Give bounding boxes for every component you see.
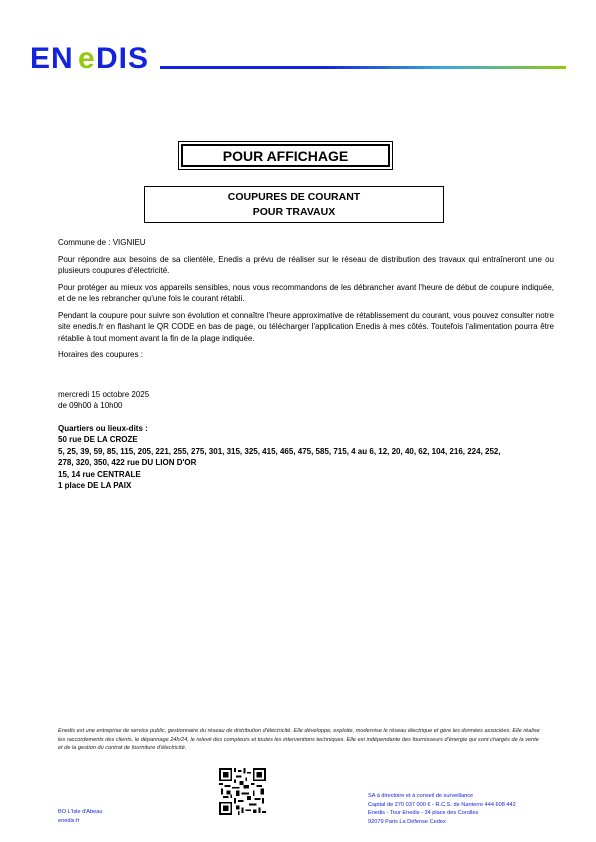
subtitle-box (144, 186, 444, 223)
title-text: POUR AFFICHAGE (181, 144, 390, 167)
footer-website-link[interactable]: enedis.fr (58, 817, 80, 824)
area-item: 1 place DE LA PAIX (58, 481, 132, 490)
area-item: 5, 25, 39, 59, 85, 115, 205, 221, 255, 275, 301, 315, 325, 415, 465, 475, 585, 715, 4 au 6, 12, 20, 40, 62, 104, 216, 224, 252, (58, 446, 501, 456)
footer-legal-2: Capital de 270 037 000 € - R.C.S. de Nanterre 444 608 442 (368, 801, 516, 808)
svg-text:e: e (78, 42, 95, 72)
areas-label: Quartiers ou lieux-dits : (58, 423, 148, 433)
disclaimer: Enedis est une entreprise de service public, gestionnaire du réseau de distribution d'électricité. Elle développe, exploite, modernise le réseau électrique et gère les données associées. Elle réalise les raccordements des clients, le dépannage 24h/24, le relevé des compteurs et toutes les interventions techniques. Elle est indépendante des fournisseurs d'énergie qui sont chargés de la vente et de la gestion du contrat de fourniture d'électricité. (58, 728, 540, 752)
area-item: 50 rue DE LA CROZE (58, 435, 138, 444)
title-box (178, 141, 393, 170)
area-item: 15, 14 rue CENTRALE (58, 469, 141, 479)
subtitle-line-1: COUPURES DE COURANT (227, 191, 361, 203)
footer-legal-1: SA à directoire et à conseil de surveillance (368, 793, 474, 799)
areas-list (58, 423, 554, 492)
footer-address-1: Enedis - Tour Enedis - 34 place des Corolles (368, 810, 479, 816)
enedis-logo (30, 42, 154, 72)
schedule-hours: de 09h00 à 10h00 (58, 401, 123, 410)
footer-office: BO L'Isle d'Abeau (58, 809, 103, 815)
paragraph-3: Pendant la coupure pour suivre son évolution et connaître l'heure approximative de rétablissement du courant, vous pouvez consulter notre site enedis.fr en flashant le QR CODE en bas de page, ou télécharger l'application Enedis à mes côtés. Toutefois l'alimentation pourra être rétablie à tout moment avant la fin de la plage indiquée. (58, 310, 554, 343)
schedule-label: Horaires des coupures : (58, 350, 143, 359)
subtitle-line-2: POUR TRAVAUX (252, 206, 336, 218)
brand-line (160, 66, 566, 69)
footer-left (58, 808, 102, 825)
schedule-date: mercredi 15 octobre 2025 (58, 389, 150, 399)
commune: Commune de : VIGNIEU (58, 238, 146, 247)
paragraph-1: Pour répondre aux besoins de sa clientèle, Enedis a prévu de réaliser sur le réseau de distribution des travaux qui entraîneront une ou plusieurs coupures d'électricité. (58, 254, 554, 275)
footer-address-2: 92079 Paris La Défense Cedex (368, 818, 446, 825)
footer-right (368, 792, 516, 826)
paragraph-2: Pour protéger au mieux vos appareils sensibles, nous vous recommandons de les débrancher avant l'heure de début de coupure indiquée, et de ne les rebrancher qu'une fois le courant rétabli. (58, 282, 554, 303)
svg-text:EN: EN (30, 42, 74, 72)
qr-code[interactable] (219, 768, 266, 815)
svg-text:DIS: DIS (96, 42, 150, 72)
area-item: 278, 320, 350, 422 rue DU LION D'OR (58, 458, 197, 467)
notice-body (58, 237, 554, 492)
